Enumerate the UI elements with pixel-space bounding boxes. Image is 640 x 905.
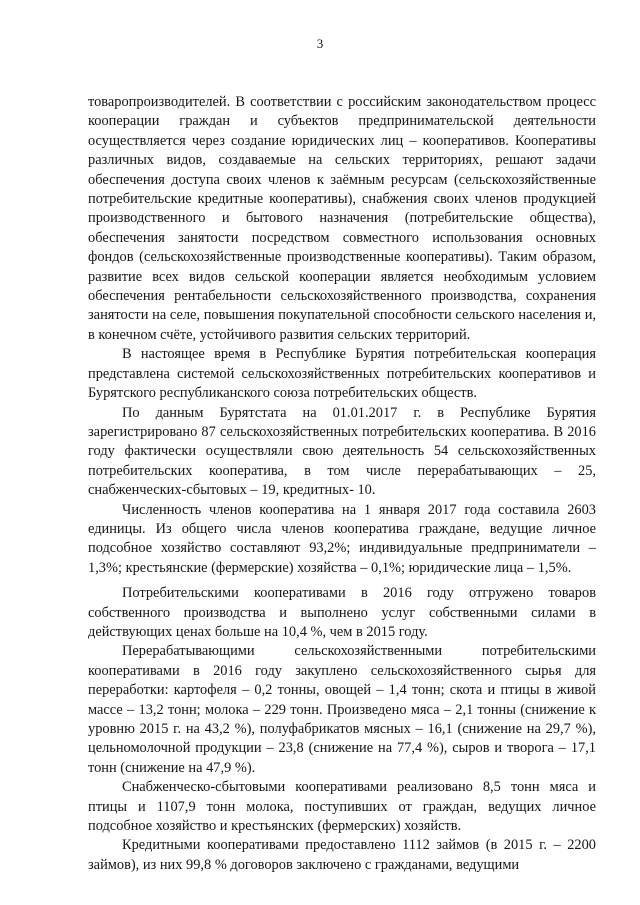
page-number: 3 [316,36,324,51]
document-body [88,93,596,875]
paragraph-shipped-goods: Потребительскими кооперативами в 2016 году отгружено товаров собственного производства и выполнено услуг собственными силами в действующих ценах больше на 10,4 %, чем в 2015 году. [88,585,596,640]
paragraph-member-count: Численность членов кооператива на 1 января 2017 года составила 2603 единицы. Из общего числа членов кооператива граждане, ведущие личное подсобное хозяйство составляют 93,2%; индивидуальные предприниматели – 1,3%; крестьянские (фермерские) хозяйства – 0,1%; юридические лица – 1,5%. [88,501,596,576]
paragraph-credit-cooperatives: Кредитными кооперативами предоставлено 1112 займов (в 2015 г. – 2200 займов), из них 99,8 % договоров заключено с гражданами, ведущими [88,837,596,873]
paragraph-supply-cooperatives: Снабженческо-сбытовыми кооперативами реализовано 8,5 тонн мяса и птицы и 1107,9 тонн молока, поступивших от граждан, ведущих личное подсобное хозяйство и крестьянских (фермерских) хозяйств. [88,779,596,835]
paragraph-processing-cooperatives: Перерабатывающими сельскохозяйственными потребительскими кооперативами в 2016 году закуплено сельскохозяйственного сырья для переработки: картофеля – 0,2 тонны, овощей – 1,4 тонн; скота и птицы в живой массе – 13,2 тонн; молока – 229 тонн. Произведено мяса – 2,1 тонны (снижение к уровню 2015 г. на 43,2 %), полуфабрикатов мясных – 16,1 (снижение на 29,7 %), цельномолочной продукции – 23,8 (снижение на 77,4 %), сыров и творога – 17,1 тонн (снижение на 47,9 %). [88,643,596,776]
paragraph-intro: товаропроизводителей. В соответствии с российским законодательством процесс кооперации граждан и субъектов предпринимательской деятельности осуществляется через создание юридических лиц – кооперативов. Кооперативы различных видов, создаваемые на сельских территориях, решают задачи обеспечения доступа своих членов к заёмным ресурсам (сельскохозяйственные потребительские кредитные кооперативы), снабжения своих членов продукцией производственного и бытового назначения (потребительские общества), обеспечения занятости посредством совместного использования основных фондов (сельскохозяйственные производственные кооперативы). Таким образом, развитие всех видов сельской кооперации является необходимым условием обеспечения рентабельности сельскохозяйственного производства, сохранения занятости на селе, повышения покупательной способности сельского населения и, в конечном счёте, устойчивого развития сельских территорий. [88,94,596,343]
paragraph-burstat-data: По данным Бурятстата на 01.01.2017 г. в Республике Бурятия зарегистрировано 87 сельскохозяйственных потребительских кооператива. В 2016 году фактически осуществляли свою деятельность 54 сельскохозяйственных потребительских кооператива, в том числе перерабатывающих – 25, снабженческих-сбытовых – 19, кредитных- 10. [88,404,596,499]
paragraph-cooperation-system: В настоящее время в Республике Бурятия потребительская кооперация представлена системой сельскохозяйственных потребительских кооперативов и Бурятского республиканского союза потребительских обществ. [88,346,596,402]
